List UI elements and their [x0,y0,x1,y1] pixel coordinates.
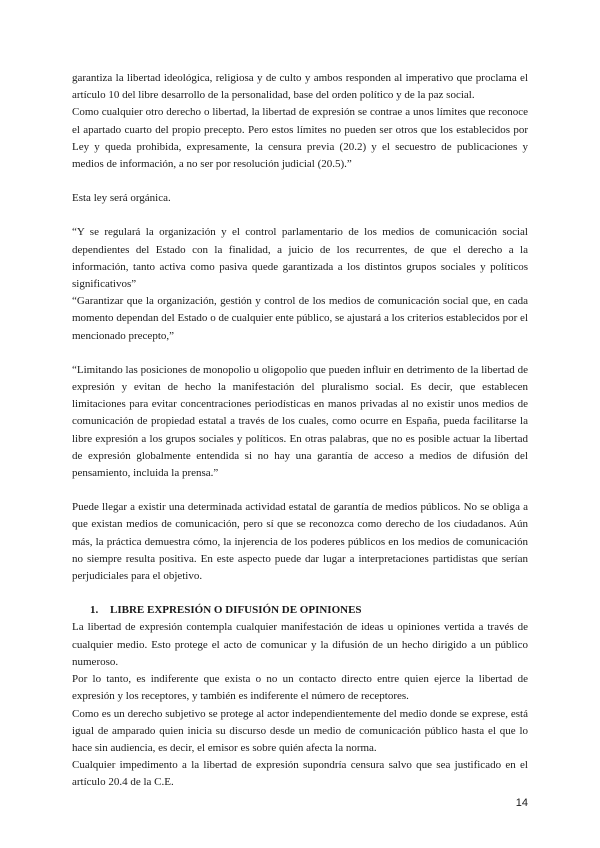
page-number: 14 [515,797,528,809]
paragraph: Como cualquier otro derecho o libertad, la libertad de expresión se contrae a unos límites que reconoce el apartado cuarto del propio precepto. Pero estos límites no pueden ser otros que los establecidos por Ley y queda prohibida, expresamente, la censura previa (20.2) y el secuestro de publicaciones y medios de información, a no ser por resolución judicial (20.5).” [72,106,528,171]
quote-paragraph: “Limitando las posiciones de monopolio u oligopolio que pueden influir en detrimento de la libertad de expresión y evitan de hecho la manifestación del pluralismo social. Es decir, que establecen limitaciones para evitar concentraciones periodísticas en manos privadas al no existir unos medios de comunicación de propiedad estatal a través de los cuales, como ocurre en España, pueda facilitarse la libre expresión a los grupos sociales y políticos. En otras palabras, que no es posible actuar la libertad de expresión globalmente entendida si no hay una garantía de acceso a medios de difusión del pensamiento, incluida la prensa.” [72,363,528,480]
paragraph: Esta ley será orgánica. [72,192,171,205]
paragraph-spacer [72,207,528,224]
paragraph: La libertad de expresión contempla cualquier manifestación de ideas u opiniones vertida a través de cualquier medio. Esto protege el acto de comunicar y la difusión de un hecho dirigido a un público numeroso. [72,621,528,668]
paragraph: Puede llegar a existir una determinada actividad estatal de garantía de medios públicos. No se obliga a que existan medios de comunicación, pero sí que se reconozca como derecho de los ciudadanos. Aún más, la práctica demuestra cómo, la injerencia de los poderes públicos en los medios de comunicación no siempre resulta positiva. En este aspecto puede dar lugar a interpretaciones partidistas que serían perjudiciales para el objetivo. [72,501,528,583]
paragraph-spacer [72,345,528,362]
paragraph-spacer [72,173,528,190]
quote-paragraph: “Garantizar que la organización, gestión y control de los medios de comunicación social que, en cada momento dependan del Estado o de cualquier ente público, se ajustará a los criterios establecidos por el mencionado precepto,” [72,295,528,342]
quote-paragraph: “Y se regulará la organización y el control parlamentario de los medios de comunicación social dependientes del Estado con la finalidad, a juicio de los recurrentes, de que el derecho a la información, tanto activa como pasiva quede garantizada a los distintos grupos sociales y políticos significativos” [72,226,528,291]
paragraph: Cualquier impedimento a la libertad de expresión supondría censura salvo que sea justificado en el artículo 20.4 de la C.E. [72,759,528,789]
paragraph: Por lo tanto, es indiferente que exista o no un contacto directo entre quien ejerce la libertad de expresión y los receptores, y también es indiferente el número de receptores. [72,673,528,703]
section-heading [72,602,528,619]
document-body [72,70,528,792]
section-title: LIBRE EXPRESIÓN O DIFUSIÓN DE OPINIONES [110,604,362,617]
paragraph-spacer [72,482,528,499]
paragraph-spacer [72,585,528,602]
paragraph: garantiza la libertad ideológica, religiosa y de culto y ambos responden al imperativo que proclama el artículo 10 del libre desarrollo de la personalidad, base del orden político y de la paz social. [72,72,528,102]
paragraph: Como es un derecho subjetivo se protege al actor independientemente del medio donde se exprese, está igual de amparado quien inicia su discurso desde un medio de comunicación público hasta el que lo hace sin audiencia, es decir, el emisor es sobre quién afecta la norma. [72,707,528,754]
section-number: 1. [90,604,99,617]
